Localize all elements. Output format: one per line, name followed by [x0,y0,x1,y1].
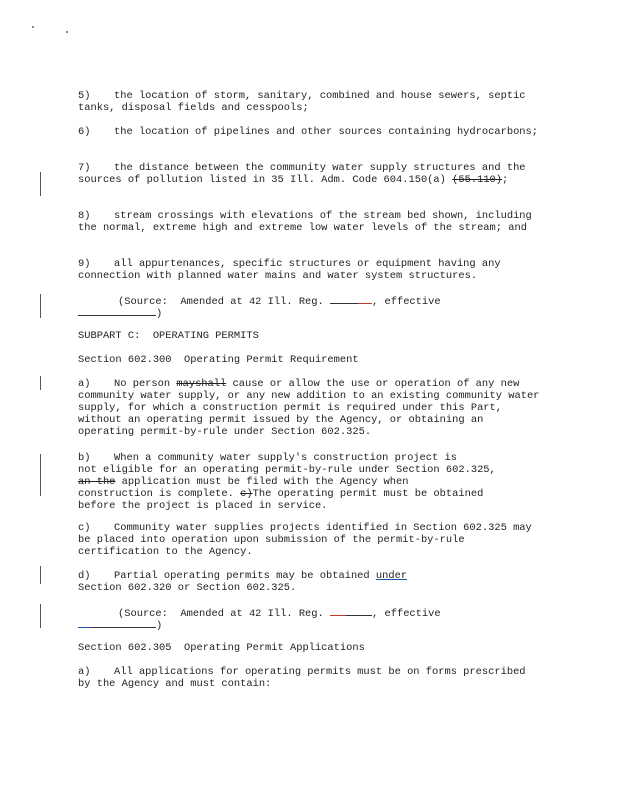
blank-line [92,618,156,628]
paragraph-d [78,570,540,594]
item-number: b) [78,452,91,464]
item-text: the location of storm, sanitary, combined and house sewers, septic tanks, disposal fields and cesspools; [78,90,532,114]
revision-bar [40,454,41,496]
item-text: before the project is placed in service. [78,500,328,512]
paragraph-a [78,666,540,690]
blank-line [78,306,156,316]
revision-bar [40,294,41,318]
item-text: all appurtenances, specific structures or equipment having any connection with planned water mains and water system structures. [78,258,507,282]
blank-line [330,606,346,616]
paragraph-c [78,522,540,558]
source-close: ) [156,620,163,632]
struck-text: mayshall [176,378,227,390]
subpart-heading: SUBPART C: OPERATING PERMITS [78,330,259,342]
item-number: 9) [78,258,91,270]
blank-line [346,606,372,616]
section-heading: Section 602.305 Operating Permit Applications [78,642,365,654]
item-text: construction is complete. [78,488,241,500]
blank-line [78,618,92,628]
struck-text: c) [240,488,253,500]
list-item-7 [78,162,540,186]
item-text: The operating permit must be obtained [252,488,484,500]
list-item-5 [78,90,540,114]
item-text: All applications for operating permits must be on forms prescribed by the Agency and must contain: [78,666,532,690]
list-item-6 [78,126,540,138]
list-item-8 [78,210,540,234]
item-number: a) [78,378,91,390]
item-number: c) [78,522,91,534]
paragraph-b [78,452,540,512]
item-text: No person [114,378,177,390]
revision-bar [40,566,41,584]
scan-speck [32,26,34,28]
item-text: not eligible for an operating permit-by-rule under Section 602.325, [78,464,496,476]
section-heading: Section 602.300 Operating Permit Requirement [78,354,359,366]
scan-speck [66,31,68,33]
item-text: the distance between the community water supply structures and the sources of pollution listed in 35 Ill. Adm. Code 604.150(a) [78,162,532,186]
item-number: 7) [78,162,91,174]
source-prefix: (Source: Amended at 42 Ill. Reg. [118,608,331,620]
item-text: cause or allow the use or operation of any new community water supply, or any new addition to an existing community water supply, for which a construction permit is required under this Part, without an operating permit issued by the Agency, or obtaining an operating permit-by-rule under Section 602.325. [78,378,546,438]
revision-bar [40,172,41,196]
paragraph-a [78,378,546,438]
source-note-cont [78,618,540,632]
struck-text: (55.110) [452,174,503,186]
revision-bar [40,376,41,390]
item-number: a) [78,666,91,678]
item-text: When a community water supply's construction project is [114,452,457,464]
list-item-9 [78,258,540,282]
item-number: 8) [78,210,91,222]
source-effective: , effective [372,608,441,620]
source-prefix: (Source: Amended at 42 Ill. Reg. [118,296,331,308]
item-number: d) [78,570,91,582]
revision-bar [40,604,41,628]
source-effective: , effective [372,296,441,308]
item-text: stream crossings with elevations of the stream bed shown, including the normal, extreme high and extreme low water levels of the stream; and [78,210,539,234]
item-text: application must be filed with the Agency when [115,476,409,488]
inserted-text: under [375,570,408,582]
item-text: Section 602.320 or Section 602.325. [78,582,297,594]
item-number: 5) [78,90,91,102]
source-close: ) [156,308,163,320]
source-note-cont [78,306,540,320]
item-end: ; [502,174,509,186]
struck-text: an the [78,476,116,488]
blank-line [358,294,372,304]
blank-line [330,294,358,304]
item-text: Partial operating permits may be obtained [114,570,376,582]
item-text: the location of pipelines and other sources containing hydrocarbons; [114,126,539,138]
item-number: 6) [78,126,91,138]
item-text: Community water supplies projects identified in Section 602.325 may be placed into operation upon submission of the permit-by-rule certification to the Agency. [78,522,539,558]
